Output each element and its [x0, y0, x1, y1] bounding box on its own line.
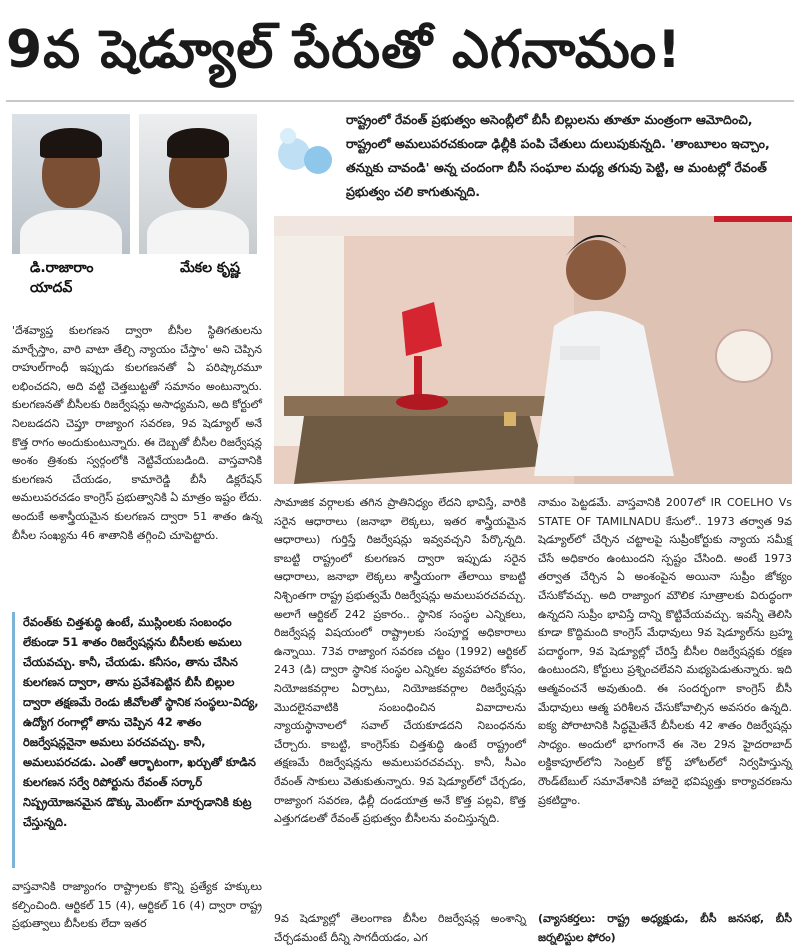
author-caption-rajaram: డి.రాజారాం యాదవ్: [30, 260, 94, 296]
highlight-box: రేవంత్‌కు చిత్తశుద్ధి ఉంటే, ముస్లింలకు సంబంధం లేకుండా 51 శాతం రిజర్వేషన్లను బీసీలకు అమలు చేయవచ్చు. కానీ, చేయడు. కనీసం, తాను చేసిన కులగణన ద్వారా, తాను ప్రవేశపెట్టిన బీసీ బిల్లుల ద్వారా తక్షణమే రెండు జీవోలతో స్థానిక సంస్థలు-విద్య, ఉద్యోగ రంగాల్లో తాను చెప్పిన 42 శాతం రిజర్వేషన్లనైనా అమలు పరచవచ్చు. కానీ, అమలుపరచడు. ఎంతో ఆర్భాటంగా, ఖర్చుతో కూడిన కులగణన సర్వే రిపోర్టును రేవంత్ సర్కార్ నిష్ప్రయోజనమైన డొక్కు మెంట్‌గా మార్చడానికి కుట్ర చేస్తున్నది.: [12, 612, 260, 868]
column-2: సామాజిక వర్గాలకు తగిన ప్రాతినిధ్యం లేదని భావిస్తే, వారికి సరైన ఆధారాలు (జనాభా లెక్కలు, ఇతర శాస్త్రీయమైన ఆధారాలు) గుర్తిస్తే రిజర్వేషన్లు ఇవ్వవచ్చని పేర్కొన్నది. కాబట్టి రాష్ట్రంలో కులగణన ద్వారా ఇప్పుడు సరైన ఆధారాలు, జనాభా లెక్కలు శాస్త్రీయంగా తేలాయి కాబట్టి నిశ్చింతగా రాష్ట్ర ప్రభుత్వమే రిజర్వేషన్లు అమలుపరచవచ్చు. అలాగే ఆర్టికల్ 242 ప్రకారం.. స్థానిక సంస్థల ఎన్నికలు, రిజర్వేషన్ల విషయంలో రాష్ట్రాలకు సంపూర్ణ అధికారాలు ఉన్నాయి. 73వ రాజ్యాంగ సవరణ చట్టం (1992) ఆర్టికల్ 243 (డి) ద్వారా స్థానిక సంస్థల ఎన్నికల వ్యవహారం కోసం, నియోజకవర్గాల ఏర్పాటు, నియోజకవర్గాల రిజర్వేషన్లు మొదలైనవాటికి సంబంధించిన వివాదాలను న్యాయస్థానాలలో సవాల్ చేయకూడదని నిబంధనను చేర్చారు. కాబట్టి, కాంగ్రెస్‌కు చిత్తశుద్ధి ఉంటే రాష్ట్రంలో తక్షణమే రిజర్వేషన్లను అమలుపరచవచ్చు. కానీ, సీఎం రేవంత్ సాకులు వెతుకుతున్నారు. 9వ షెడ్యూల్‌లో చేర్చడం, రాజ్యాంగ సవరణ, ఢిల్లీ దండయాత్ర అనే కొత్త పల్లవి, కొత్త ఎత్తుగడలతో రేవంత్ ప్రభుత్వం బీసీలను వంచిస్తున్నది.: [274, 496, 526, 826]
author-caption-krishna: మేకల కృష్ణ: [180, 260, 240, 276]
column-1-tail: వాస్తవానికి రాజ్యాంగం రాష్ట్రాలకు కొన్ని ప్రత్యేక హక్కులు కల్పించింది. ఆర్టికల్ 15 (4), ఆర్టికల్ 16 (4) ద్వారా రాష్ట్ర ప్రభుత్వాలు బీసీలకు లేదా ఇతర: [12, 880, 262, 931]
byline: (వ్యాసకర్తలు: రాష్ట్ర అధ్యక్షుడు, బీసీ జనసభ, బీసీ జర్నలిస్టుల ఫోరం): [538, 912, 792, 944]
column-2-tail: 9వ షెడ్యూల్లో తెలంగాణ బీసీల రిజర్వేషన్ల అంశాన్ని చేర్చడమంటే దీన్ని సాగదీయడం, ఎగ: [274, 912, 526, 944]
quote-mark-icon: [272, 112, 336, 182]
author-photo-krishna: [139, 114, 257, 254]
intro-paragraph: రాష్ట్రంలో రేవంత్ ప్రభుత్వం అసెంబ్లీలో బీసీ బిల్లులను తూతూ మంత్రంగా ఆమోదించి, రాష్ట్రంలో అమలుపరచకుండా ఢిల్లీకి పంపి చేతులు దులుపుకున్నది. 'తాంబూలం ఇచ్చాం, తన్నుకు చావండి' అన్న చందంగా బీసీ సంఘాల మధ్య తగువు పెట్టి, ఆ మంటల్లో రేవంత్ ప్రభుత్వం చలి కాగుతున్నది.: [346, 112, 770, 199]
column-3: నామం పెట్టడమే. వాస్తవానికి 2007లో IR COELHO Vs STATE OF TAMILNADU కేసులో.. 1973 తర్వాత 9వ షెడ్యూల్‌లో చేర్చిన చట్టాలపై సుప్రీంకోర్టుకు న్యాయ సమీక్ష చేసే అధికారం ఉంటుందని స్పష్టం చేసింది. అంటే 1973 తర్వాత చేర్చిన ఏ అంశంపైన అయినా సుప్రీం జోక్యం చేసుకోవచ్చు. అది రాజ్యాంగ మౌలిక సూత్రాలకు విరుద్ధంగా ఉన్నదని సుప్రీం భావిస్తే దాన్ని కొట్టివేయవచ్చు. ఇవన్నీ తెలిసి కూడా కొద్దిమంది కాంగ్రెస్ మేధావులు 9వ షెడ్యూల్‌ను బ్రహ్మ పదార్థంగా, 9వ షెడ్యూల్లో చేరిస్తే బీసీల రిజర్వేషన్లకు రక్షణ ఉంటుందని, కోర్టులు ప్రశ్నించలేవని మభ్యపెడుతున్నారు. ఇది ఆత్మవంచనే అవుతుంది. ఈ సందర్భంగా కాంగ్రెస్ బీసీ మేధావులు ఆత్మ పరిశీలన చేసుకోవాల్సిన అవసరం ఉన్నది. ఐక్య పోరాటానికి సిద్ధమైతేనే బీసీలకు 42 శాతం రిజర్వేషన్లు సాధ్యం. అందులో భాగంగానే ఈ నెల 29న హైదరాబాద్ లక్డికాపూల్‌లోని సెంట్రల్ కోర్ట్ హోటల్‌లో నిర్వహిస్తున్న రౌండ్‌టేబుల్ సమావేశానికి హాజరై భవిష్యత్తు కార్యాచరణను ప్రకటిద్దాం.: [538, 496, 792, 807]
headline: 9వ షెడ్యూల్ పేరుతో ఎగనామం!: [6, 20, 682, 80]
workshop-photo: [274, 216, 792, 484]
column-1-lead: 'దేశవ్యాప్త కులగణన ద్వారా బీసీల స్థితిగతులను మార్చేస్తాం, వారి వాటా తేల్చి న్యాయం చేస్తాం' అని చెప్పిన రాహుల్‌గాంధీ ఇప్పుడు కులగణనతో ఏ పరిష్కారమూ లభించదని, అది వట్టి చెత్తబుట్టతో సమానం అంటున్నారు. కులగణనతో బీసీలకు రిజర్వేషన్లు అసాధ్యమని, అది కోర్టులో నిలబడదని చెప్తూ రాజ్యాంగ సవరణ, 9వ షెడ్యూల్ అనే కొత్త రాగం అందుకుంటున్నారు. ఈ దెబ్బతో బీసీల రిజర్వేషన్ల అంశం త్రిశంకు స్వర్గంలోకి నెట్టివేయబడింది. వాస్తవానికి కులగణన చేయడం, కామారెడ్డి బీసీ డిక్లరేషన్ అమలుపరచడం కాంగ్రెస్ ప్రభుత్వానికి ఏ మాత్రం ఇష్టం లేదు. అందుకే అశాస్త్రీయమైన కులగణన ద్వారా 51 శాతం ఉన్న బీసీల సంఖ్యను 46 శాతానికి తగ్గించి చూపెట్టారు.: [12, 324, 262, 542]
headline-rule: [6, 100, 794, 102]
author-photo-rajaram: [12, 114, 130, 254]
